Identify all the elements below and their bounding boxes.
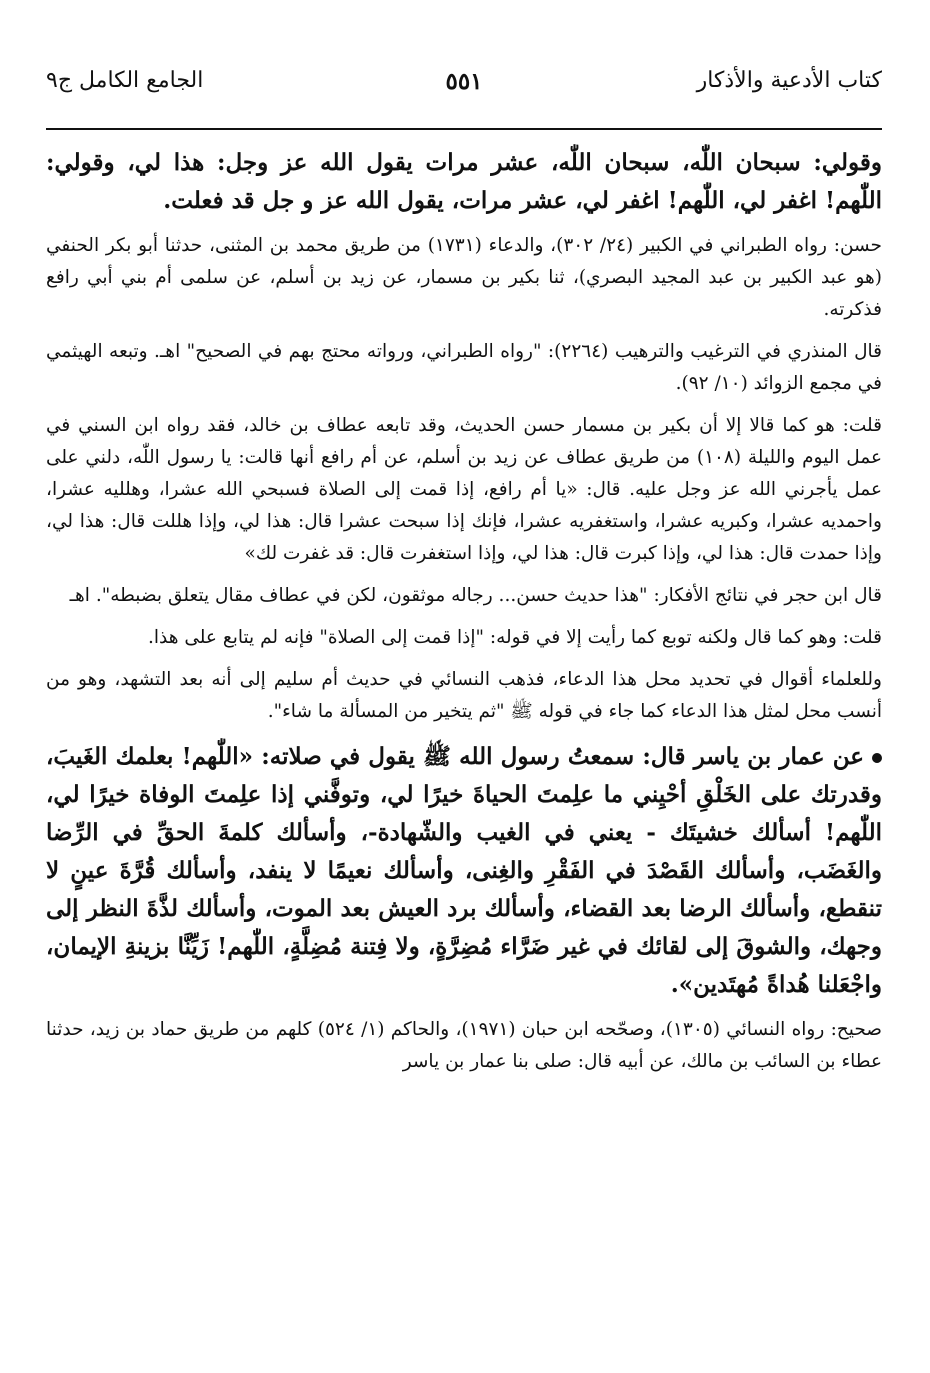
bullet-icon: [872, 753, 882, 763]
takhrij-note: وللعلماء أقوال في تحديد محل هذا الدعاء، فذهب النسائي في حديث أم سليم إلى أنه بعد التشهد، وهو من أنسب محل لمثل هذا الدعاء كما جاء في قوله ﷺ "ثم يتخير من المسألة ما شاء".: [46, 669, 882, 722]
page-header: [46, 58, 882, 108]
page: [46, 58, 883, 1072]
takhrij-note: قلت: وهو كما قال ولكنه توبع كما رأيت إلا في قوله: "إذا قمت إلى الصلاة" فإنه لم يتابع على هذا.: [148, 627, 882, 648]
takhrij-note: قلت: هو كما قالا إلا أن بكير بن مسمار حسن الحديث، وقد تابعه عطاف بن خالد، فقد رواه ابن السني في عمل اليوم والليلة (١٠٨) من طريق عطاف عن زيد بن أسلم، عن أم رافع أنها قالت: يا رسول اللّٰه، دلني على عمل يأجرني الله عز وجل عليه. قال: «يا أم رافع، إذا قمت إلى الصلاة فسبحي الله عشرا، وهلليه عشرا، واحمديه عشرا، وكبريه عشرا، واستغفريه عشرا، فإنك إذا سبحت عشرا قال: هذا لي، وإذا هللت قال: هذا لي، وإذا حمدت قال: هذا لي، وإذا كبرت قال: هذا لي، وإذا استغفرت قال: قد غفرت لك»: [46, 415, 882, 564]
takhrij-note: قال ابن حجر في نتائج الأفكار: "هذا حديث حسن... رجاله موثقون، لكن في عطاف مقال يتعلق بضبطه". اهـ: [69, 585, 882, 606]
series-title: الجامع الكامل ج٩: [46, 68, 204, 93]
page-body: [46, 144, 882, 1088]
page-number: ٥٥١: [445, 68, 483, 95]
hadith-text: وقولي: سبحان اللّٰه، سبحان اللّٰه، عشر مرات يقول الله عز وجل: هذا لي، وقولي: اللّٰهم! اغفر لي، اللّٰهم! اغفر لي، عشر مرات، يقول الله عز و جل قد فعلت.: [46, 149, 882, 214]
book-title: كتاب الأدعية والأذكار: [696, 68, 882, 93]
header-rule: [46, 128, 882, 130]
takhrij-note: صحيح: رواه النسائي (١٣٠٥)، وصحّحه ابن حبان (١٩٧١)، والحاكم (١/ ٥٢٤) كلهم من طريق حماد بن زيد، حدثنا عطاء بن السائب بن مالك، عن أبيه قال: صلى بنا عمار بن ياسر: [46, 1019, 882, 1072]
takhrij-note: حسن: رواه الطبراني في الكبير (٢٤/ ٣٠٢)، والدعاء (١٧٣١) من طريق محمد بن المثنى، حدثنا أبو بكر الحنفي (هو عبد الكبير بن عبد المجيد البصري)، ثنا بكير بن مسمار، عن زيد بن أسلم، عن سلمى أم بني أبي رافع فذكرته.: [46, 235, 882, 320]
hadith-paragraph: [46, 738, 882, 1004]
takhrij-note: قال المنذري في الترغيب والترهيب (٢٢٦٤): "رواه الطبراني، ورواته محتج بهم في الصحيح" اهـ. وتبعه الهيثمي في مجمع الزوائد (١٠/ ٩٢).: [46, 341, 883, 394]
hadith-text: عن عمار بن ياسر قال: سمعتُ رسول الله ﷺ يقول في صلاته: «اللّٰهم! بعلمك الغَيبَ، وقدرتك على الخَلْقِ أحْيِني ما علِمتَ الحياةَ خيرًا لي، وتوفَّني إذا علِمتَ الوفاة خيرًا لي، اللّٰهم! أسألك خشيتَك - يعني في الغيب والشّهادة-، وأسألك كلمةَ الحقِّ في الرِّضا والغَضَب، وأسألك القَصْدَ في الفَقْرِ والغِنى، وأسألك نعيمًا لا ينفد، وأسألك قُرَّةَ عينٍ لا تنقطع، وأسألك الرضا بعد القضاء، وأسألك برد العيش بعد الموت، وأسألك لذَّةَ النظر إلى وجهك، والشوقَ إلى لقائك في غير ضَرَّاء مُضِرَّةٍ، ولا فِتنة مُضِلَّةٍ، اللّٰهم! زَيِّنَّا بزينةِ الإيمان، واجْعَلنا هُداةً مُهتَدين».: [46, 743, 882, 998]
